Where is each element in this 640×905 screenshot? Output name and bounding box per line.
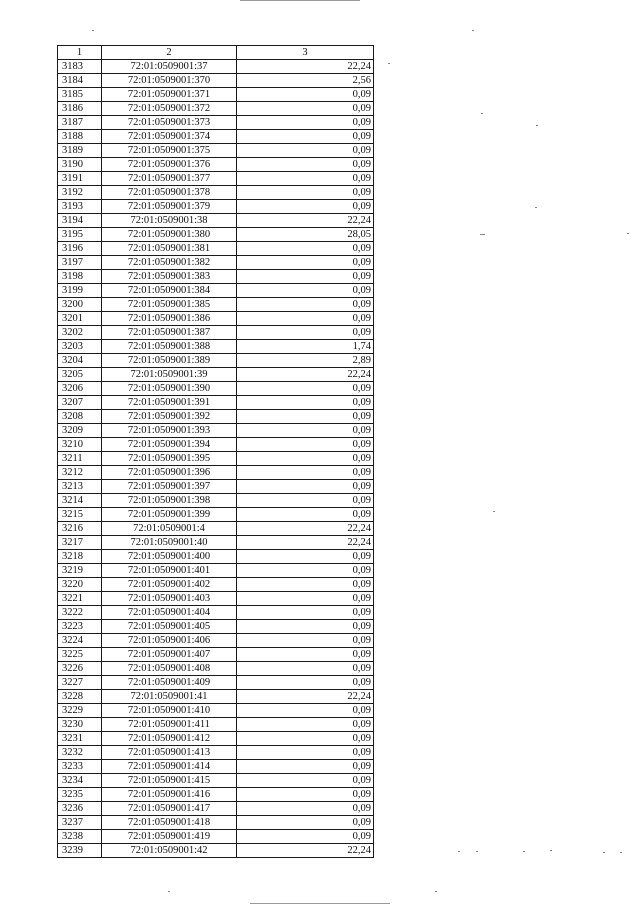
cadastral-number: 72:01:0509001:392 [102,410,237,424]
row-value: 0,09 [237,480,374,494]
row-value: 0,09 [237,270,374,284]
table-row [58,60,374,74]
row-number: 3237 [58,816,102,830]
row-number: 3196 [58,242,102,256]
row-value: 0,09 [237,284,374,298]
scan-speck [627,233,629,234]
table-row [58,844,374,858]
row-number: 3184 [58,74,102,88]
table-row [58,550,374,564]
scan-edge-top [240,0,360,1]
cadastral-number: 72:01:0509001:406 [102,634,237,648]
scan-speck [168,891,170,892]
row-value: 0,09 [237,424,374,438]
table-row [58,242,374,256]
header-col-3: 3 [237,46,374,60]
cadastral-number: 72:01:0509001:374 [102,130,237,144]
row-value: 0,09 [237,144,374,158]
table-row [58,536,374,550]
row-value: 0,09 [237,186,374,200]
row-value: 0,09 [237,760,374,774]
row-number: 3221 [58,592,102,606]
header-row [58,46,374,60]
table-row [58,452,374,466]
header-col-2: 2 [102,46,237,60]
cadastral-number: 72:01:0509001:379 [102,200,237,214]
table-row [58,690,374,704]
scan-speck [481,113,483,114]
row-value: 22,24 [237,60,374,74]
cadastral-number: 72:01:0509001:390 [102,382,237,396]
table-row [58,102,374,116]
cadastral-number: 72:01:0509001:384 [102,284,237,298]
table-row [58,746,374,760]
row-number: 3183 [58,60,102,74]
scan-speck [523,851,525,852]
cadastral-number: 72:01:0509001:381 [102,242,237,256]
table-row [58,312,374,326]
cadastral-number: 72:01:0509001:416 [102,788,237,802]
cadastral-number: 72:01:0509001:400 [102,550,237,564]
cadastral-number: 72:01:0509001:371 [102,88,237,102]
row-number: 3210 [58,438,102,452]
row-value: 0,09 [237,452,374,466]
row-number: 3212 [58,466,102,480]
row-value: 1,74 [237,340,374,354]
table-row [58,760,374,774]
row-value: 22,24 [237,536,374,550]
table-row [58,410,374,424]
table-row [58,298,374,312]
table-row [58,88,374,102]
row-number: 3231 [58,732,102,746]
table-row [58,214,374,228]
row-number: 3199 [58,284,102,298]
row-number: 3224 [58,634,102,648]
table-row [58,606,374,620]
row-value: 0,09 [237,648,374,662]
row-number: 3202 [58,326,102,340]
cadastral-number: 72:01:0509001:41 [102,690,237,704]
table-row [58,564,374,578]
row-value: 0,09 [237,382,374,396]
row-number: 3235 [58,788,102,802]
row-value: 0,09 [237,172,374,186]
cadastral-number: 72:01:0509001:397 [102,480,237,494]
row-number: 3208 [58,410,102,424]
row-number: 3214 [58,494,102,508]
cadastral-number: 72:01:0509001:389 [102,354,237,368]
scan-speck [550,850,552,851]
table-row [58,634,374,648]
row-number: 3213 [58,480,102,494]
row-number: 3239 [58,844,102,858]
row-number: 3234 [58,774,102,788]
cadastral-number: 72:01:0509001:380 [102,228,237,242]
row-number: 3219 [58,564,102,578]
row-number: 3206 [58,382,102,396]
row-value: 0,09 [237,634,374,648]
row-value: 0,09 [237,620,374,634]
table-row [58,424,374,438]
row-number: 3223 [58,620,102,634]
table-row [58,732,374,746]
row-number: 3228 [58,690,102,704]
cadastral-number: 72:01:0509001:408 [102,662,237,676]
row-number: 3194 [58,214,102,228]
table-row [58,228,374,242]
row-value: 0,09 [237,578,374,592]
cadastral-number: 72:01:0509001:378 [102,186,237,200]
row-number: 3216 [58,522,102,536]
cadastral-number: 72:01:0509001:398 [102,494,237,508]
scan-speck [620,852,622,853]
cadastral-number: 72:01:0509001:418 [102,816,237,830]
table-row [58,354,374,368]
cadastral-number: 72:01:0509001:372 [102,102,237,116]
cadastral-number: 72:01:0509001:38 [102,214,237,228]
row-number: 3225 [58,648,102,662]
scan-edge-bottom [250,903,390,904]
row-value: 0,09 [237,592,374,606]
row-value: 2,56 [237,74,374,88]
cadastral-number: 72:01:0509001:382 [102,256,237,270]
row-value: 22,24 [237,522,374,536]
row-value: 0,09 [237,326,374,340]
row-value: 0,09 [237,564,374,578]
row-value: 0,09 [237,438,374,452]
table-row [58,592,374,606]
table-row [58,284,374,298]
row-value: 0,09 [237,732,374,746]
header-col-1: 1 [58,46,102,60]
row-number: 3193 [58,200,102,214]
table-row [58,578,374,592]
scan-speck [476,851,478,852]
row-value: 0,09 [237,508,374,522]
cadastral-number: 72:01:0509001:376 [102,158,237,172]
table-row [58,788,374,802]
table-row [58,256,374,270]
table-row [58,74,374,88]
cadastral-number: 72:01:0509001:414 [102,760,237,774]
cadastral-number: 72:01:0509001:419 [102,830,237,844]
row-value: 0,09 [237,88,374,102]
table-row [58,200,374,214]
row-number: 3227 [58,676,102,690]
row-number: 3215 [58,508,102,522]
scan-speck [435,891,437,892]
row-value: 22,24 [237,368,374,382]
row-number: 3192 [58,186,102,200]
table-row [58,340,374,354]
cadastral-number: 72:01:0509001:395 [102,452,237,466]
scan-speck [458,851,460,852]
cadastral-number: 72:01:0509001:415 [102,774,237,788]
row-number: 3220 [58,578,102,592]
row-value: 0,09 [237,116,374,130]
table-row [58,816,374,830]
table-row [58,662,374,676]
cadastral-number: 72:01:0509001:403 [102,592,237,606]
table-row [58,130,374,144]
row-number: 3204 [58,354,102,368]
row-value: 0,09 [237,788,374,802]
scan-speck [536,125,538,126]
cadastral-number: 72:01:0509001:410 [102,704,237,718]
row-value: 0,09 [237,158,374,172]
table-row [58,144,374,158]
row-number: 3209 [58,424,102,438]
row-value: 0,09 [237,396,374,410]
cadastral-number: 72:01:0509001:370 [102,74,237,88]
table-row [58,620,374,634]
row-value: 0,09 [237,676,374,690]
cadastral-number: 72:01:0509001:373 [102,116,237,130]
scan-speck [493,511,495,512]
row-value: 0,09 [237,466,374,480]
cadastral-number: 72:01:0509001:39 [102,368,237,382]
cadastral-number: 72:01:0509001:375 [102,144,237,158]
scan-speck [388,63,390,64]
cadastral-number: 72:01:0509001:4 [102,522,237,536]
cadastral-number: 72:01:0509001:413 [102,746,237,760]
row-number: 3188 [58,130,102,144]
table-row [58,676,374,690]
table-row [58,368,374,382]
cadastral-number: 72:01:0509001:393 [102,424,237,438]
row-value: 0,09 [237,746,374,760]
scan-speck [480,234,485,235]
row-number: 3201 [58,312,102,326]
row-value: 0,09 [237,242,374,256]
row-number: 3191 [58,172,102,186]
row-value: 0,09 [237,704,374,718]
row-number: 3211 [58,452,102,466]
cadastral-number: 72:01:0509001:396 [102,466,237,480]
row-number: 3230 [58,718,102,732]
row-number: 3203 [58,340,102,354]
row-number: 3226 [58,662,102,676]
cadastral-number: 72:01:0509001:407 [102,648,237,662]
table-row [58,802,374,816]
row-number: 3187 [58,116,102,130]
cadastral-number: 72:01:0509001:409 [102,676,237,690]
row-number: 3200 [58,298,102,312]
cadastral-number: 72:01:0509001:401 [102,564,237,578]
row-number: 3190 [58,158,102,172]
row-number: 3222 [58,606,102,620]
cadastral-number: 72:01:0509001:404 [102,606,237,620]
table-row [58,648,374,662]
scan-speck [535,207,537,208]
cadastral-number: 72:01:0509001:402 [102,578,237,592]
row-number: 3233 [58,760,102,774]
table-row [58,116,374,130]
cadastral-number: 72:01:0509001:383 [102,270,237,284]
cadastral-number: 72:01:0509001:399 [102,508,237,522]
cadastral-number: 72:01:0509001:42 [102,844,237,858]
row-number: 3217 [58,536,102,550]
row-value: 22,24 [237,844,374,858]
row-value: 0,09 [237,410,374,424]
table-row [58,480,374,494]
table-row [58,494,374,508]
table-row [58,522,374,536]
row-value: 22,24 [237,690,374,704]
cadastral-number: 72:01:0509001:377 [102,172,237,186]
row-value: 0,09 [237,830,374,844]
row-number: 3205 [58,368,102,382]
table-row [58,382,374,396]
row-number: 3236 [58,802,102,816]
cadastral-number: 72:01:0509001:394 [102,438,237,452]
table-row [58,270,374,284]
cadastral-number: 72:01:0509001:412 [102,732,237,746]
row-value: 22,24 [237,214,374,228]
cadastral-number: 72:01:0509001:40 [102,536,237,550]
table-row [58,396,374,410]
row-number: 3186 [58,102,102,116]
cadastral-value-table [57,45,374,858]
row-value: 0,09 [237,774,374,788]
table-row [58,830,374,844]
row-value: 28,05 [237,228,374,242]
scan-speck [603,852,605,853]
table-row [58,186,374,200]
row-number: 3197 [58,256,102,270]
cadastral-number: 72:01:0509001:37 [102,60,237,74]
row-value: 0,09 [237,718,374,732]
table-row [58,158,374,172]
cadastral-number: 72:01:0509001:411 [102,718,237,732]
scan-speck [92,30,94,31]
row-value: 0,09 [237,816,374,830]
row-value: 0,09 [237,200,374,214]
row-value: 0,09 [237,130,374,144]
table-row [58,466,374,480]
table-row [58,438,374,452]
cadastral-number: 72:01:0509001:387 [102,326,237,340]
row-number: 3207 [58,396,102,410]
row-value: 0,09 [237,606,374,620]
cadastral-number: 72:01:0509001:405 [102,620,237,634]
cadastral-number: 72:01:0509001:388 [102,340,237,354]
row-number: 3195 [58,228,102,242]
row-value: 0,09 [237,102,374,116]
row-value: 0,09 [237,256,374,270]
scan-speck [472,30,474,31]
row-number: 3238 [58,830,102,844]
row-value: 0,09 [237,550,374,564]
row-number: 3198 [58,270,102,284]
table-row [58,718,374,732]
cadastral-number: 72:01:0509001:391 [102,396,237,410]
table-row [58,774,374,788]
row-value: 0,09 [237,298,374,312]
row-value: 0,09 [237,802,374,816]
row-number: 3185 [58,88,102,102]
cadastral-number: 72:01:0509001:417 [102,802,237,816]
table-row [58,326,374,340]
row-number: 3218 [58,550,102,564]
row-number: 3232 [58,746,102,760]
cadastral-number: 72:01:0509001:385 [102,298,237,312]
row-number: 3229 [58,704,102,718]
table-row [58,508,374,522]
row-number: 3189 [58,144,102,158]
row-value: 0,09 [237,662,374,676]
row-value: 0,09 [237,494,374,508]
table-row [58,172,374,186]
table-body [58,60,374,858]
table-row [58,704,374,718]
row-value: 0,09 [237,312,374,326]
cadastral-number: 72:01:0509001:386 [102,312,237,326]
row-value: 2,89 [237,354,374,368]
